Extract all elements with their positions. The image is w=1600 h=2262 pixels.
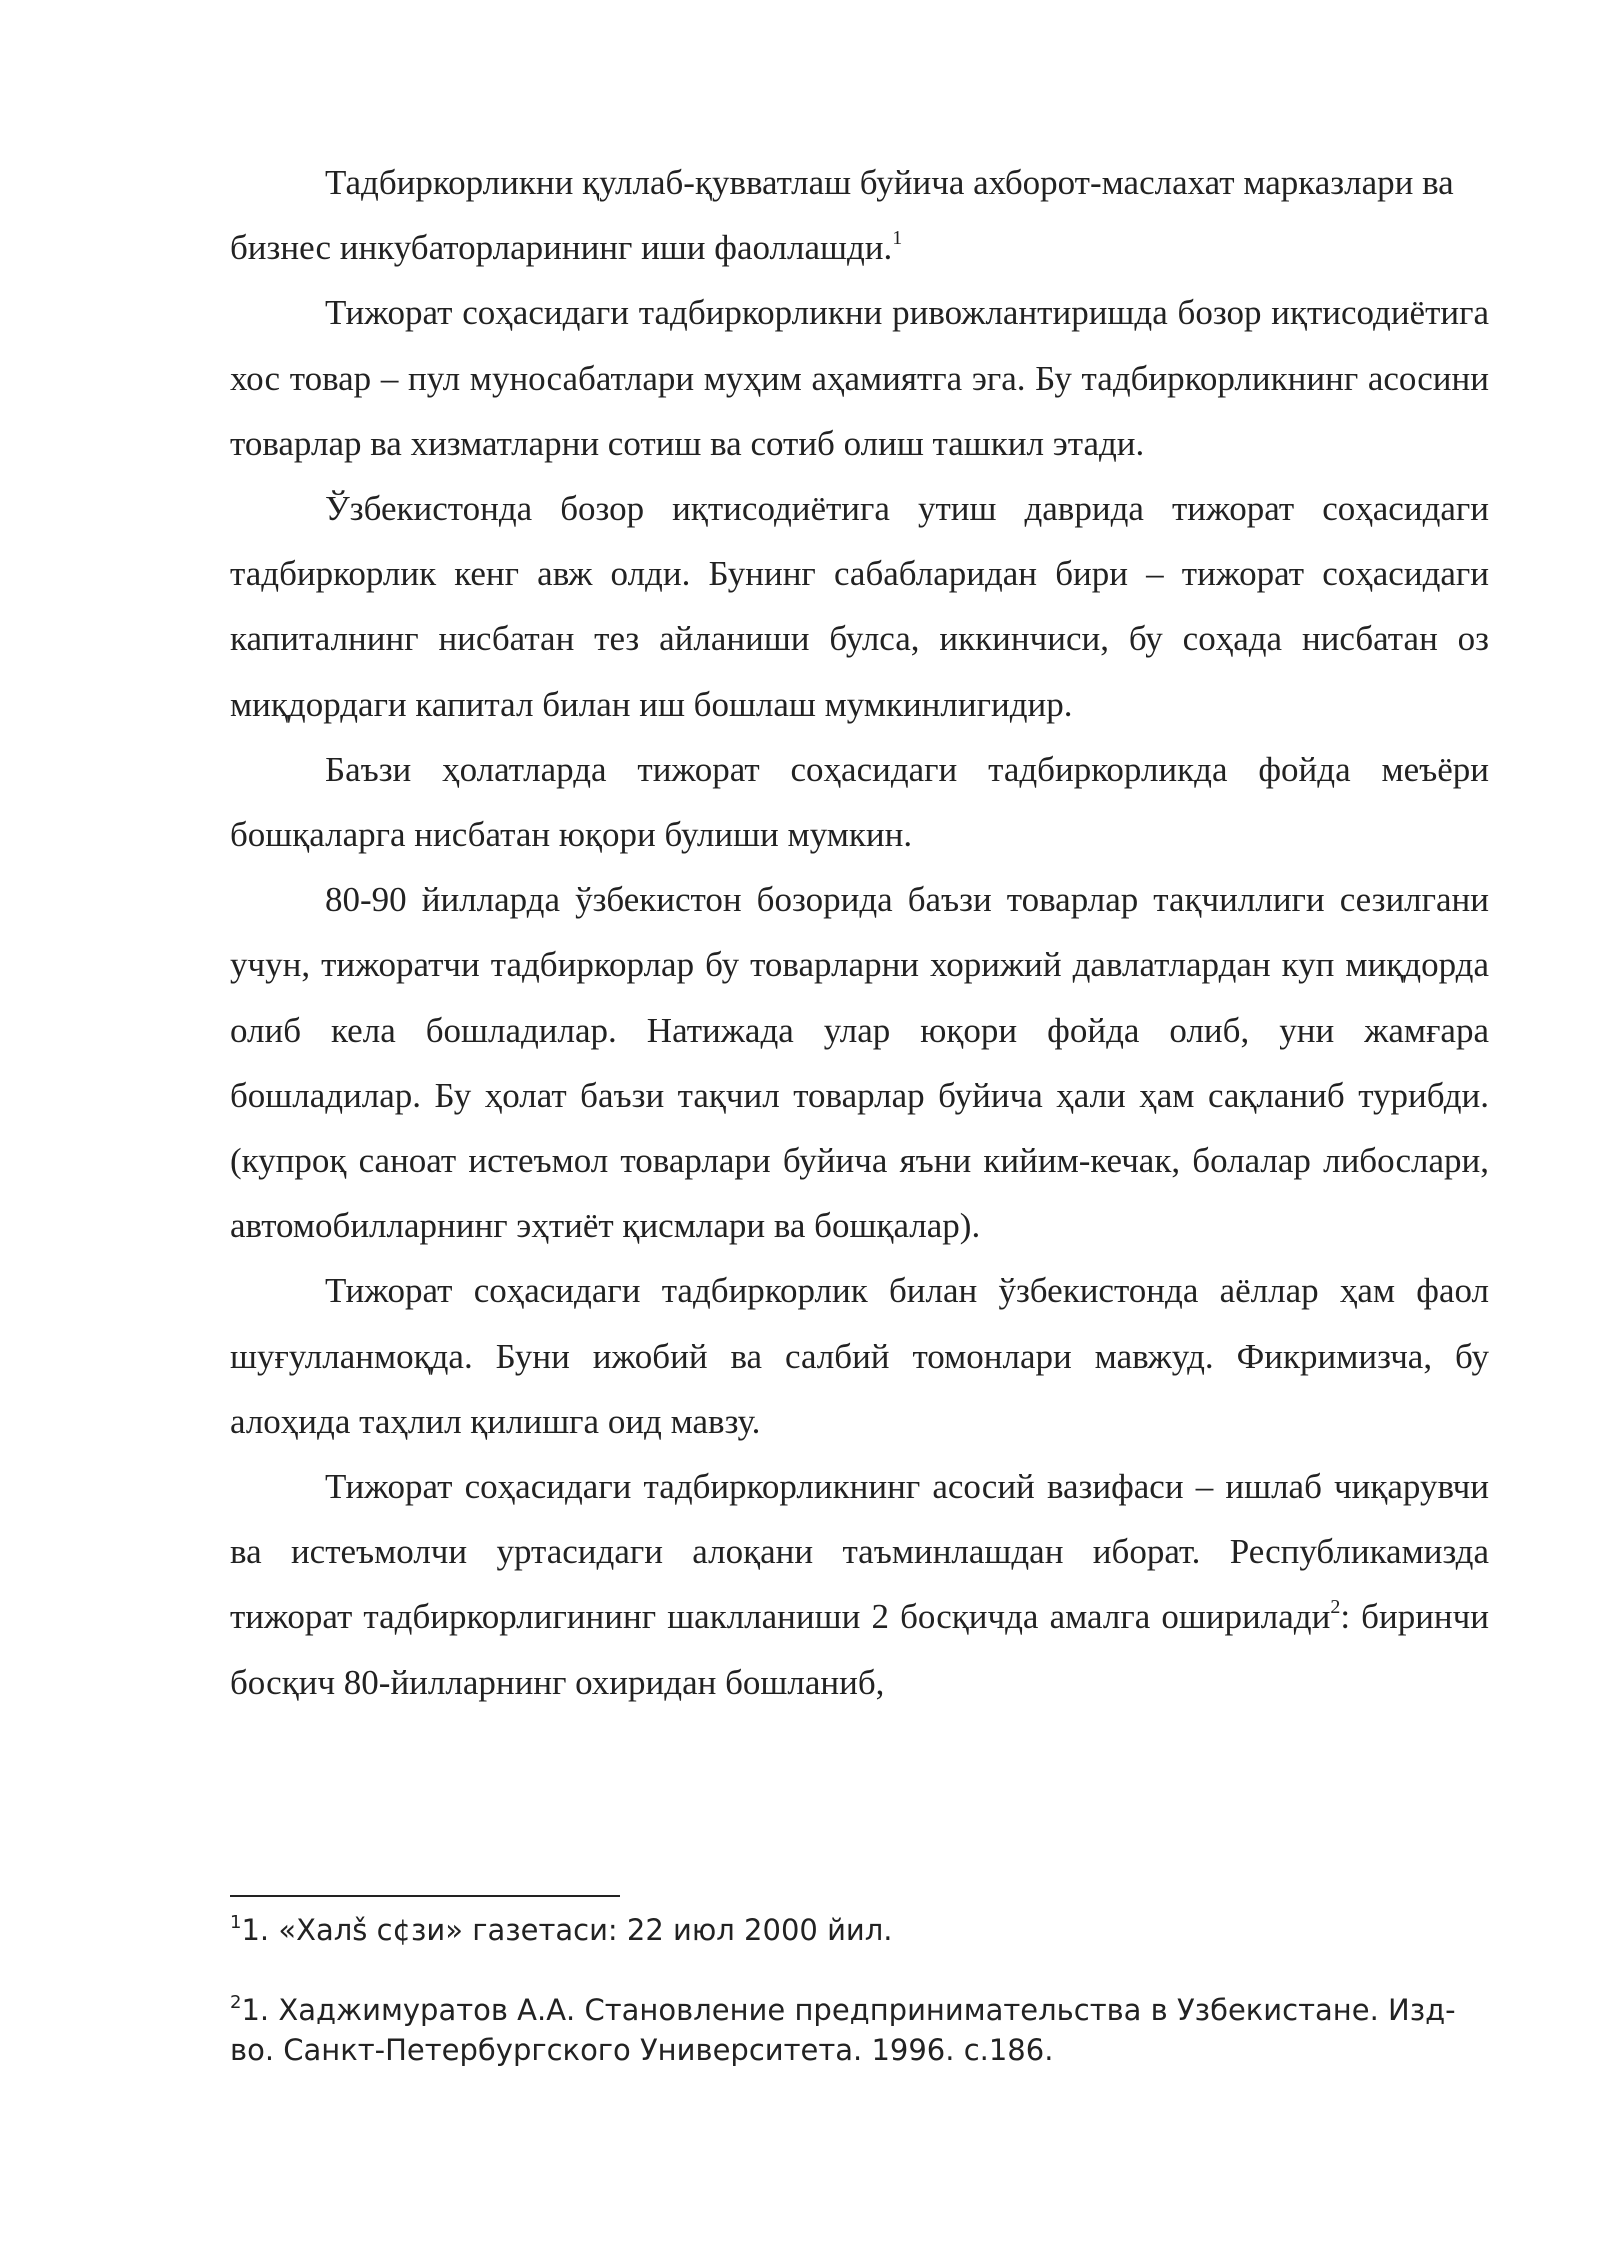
- footnote-2: [230, 1990, 1495, 2070]
- paragraph-text: Тижорат соҳасидаги тадбиркорлик билан ўзбекистонда аёллар ҳам фаол шуғулланмоқда. Буни ижобий ва салбий томонлари мавжуд. Фикримизча, бу алоҳида таҳлил қилишга оид мавзу.: [230, 1271, 1489, 1441]
- paragraph-text: Ўзбекистонда бозор иқтисодиётига утиш даврида тижорат соҳасидаги тадбиркорлик кенг авж олди. Бунинг сабабларидан бири – тижорат соҳасидаги капиталнинг нисбатан тез айланиши булса, иккинчиси, бу соҳада нисбатан оз миқдордаги капитал билан иш бошлаш мумкинлигидир.: [230, 489, 1489, 724]
- footnote-text: 1. «Халš с¢зи» газетаси: 22 июл 2000 йил.: [241, 1913, 893, 1947]
- paragraph-4: [230, 737, 1489, 867]
- footnote-reference[interactable]: 1: [892, 227, 903, 250]
- paragraph-3: [230, 476, 1489, 737]
- footnote-mark: 2: [230, 1992, 242, 2013]
- paragraph-text: Тижорат соҳасидаги тадбиркорликнинг асосий вазифаси – ишлаб чиқарувчи ва истеъмолчи уртасидаги алоқани таъминлашдан иборат. Республикамизда тижорат тадбиркорлигининг шаклланиши 2 босқичда амалга оширилади: [230, 1467, 1489, 1637]
- paragraph-6: [230, 1258, 1489, 1454]
- paragraph-text: 80-90 йилларда ўзбекистон бозорида баъзи товарлар тақчиллиги сезилгани учун, тижоратчи тадбиркорлар бу товарларни хорижий давлатлардан куп миқдорда олиб кела бошладилар. Натижада улар юқори фойда олиб, уни жамғара бошладилар. Бу ҳолат баъзи тақчил товарлар буйича ҳали ҳам сақланиб турибди. (купроқ саноат истеъмол товарлари буйича яъни кийим-кечак, болалар либослари, автомобилларнинг эҳтиёт қисмлари ва бошқалар).: [230, 880, 1489, 1246]
- footnotes: [230, 1910, 1495, 2070]
- paragraph-text: Тадбиркорликни қуллаб-қувватлаш буйича ахборот-маслахат марказлари ва бизнес инкубаторларининг иши фаоллашди.: [230, 163, 1454, 268]
- footnote-separator: [230, 1895, 620, 1897]
- footnote-1: [230, 1910, 1495, 1950]
- paragraph-text: Тижорат соҳасидаги тадбиркорликни ривожлантиришда бозор иқтисодиётига хос товар – пул муносабатлари муҳим аҳамиятга эга. Бу тадбиркорликнинг асосини товарлар ва хизматларни сотиш ва сотиб олиш ташкил этади.: [230, 293, 1489, 463]
- paragraph-2: [230, 280, 1489, 476]
- footnote-mark: 1: [230, 1912, 242, 1933]
- paragraph-text: Баъзи ҳолатларда тижорат соҳасидаги тадбиркорликда фойда меъёри бошқаларга нисбатан юқори булиши мумкин.: [230, 749, 1489, 855]
- footnote-text: 1. Хаджимуратов А.А. Становление предпринимательства в Узбекистане. Изд-во. Санкт-Петербургского Университета. 1996. с.186.: [230, 1993, 1456, 2067]
- main-text: [230, 150, 1489, 1715]
- paragraph-5: [230, 867, 1489, 1258]
- paragraph-7: [230, 1454, 1489, 1715]
- paragraph-text-continued: : биринчи босқич 80-йилларнинг охиридан бошланиб,: [230, 1597, 1489, 1702]
- paragraph-1: [230, 150, 1489, 280]
- footnote-reference[interactable]: 2: [1330, 1596, 1341, 1619]
